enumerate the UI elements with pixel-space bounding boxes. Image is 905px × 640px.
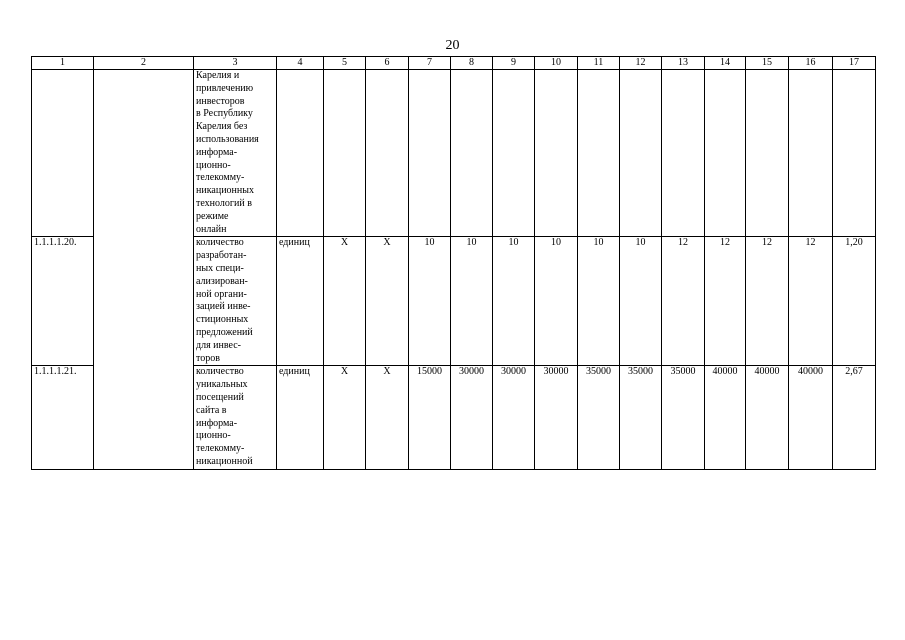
indicator-description-cell: [194, 366, 277, 469]
value-cell: 12: [705, 237, 746, 366]
value-cell: [409, 70, 451, 237]
value-cell: [493, 70, 535, 237]
value-cell: X: [366, 237, 409, 366]
description-line: привлечению: [196, 82, 254, 94]
value-cell: 12: [789, 237, 833, 366]
value-cell: 35000: [662, 366, 705, 469]
description-line: инвесторов: [196, 95, 245, 107]
description-line: сайта в: [196, 404, 227, 416]
description-line: ных специ-: [196, 262, 244, 274]
description-line: посещений: [196, 391, 244, 403]
description-line: информа-: [196, 417, 238, 429]
description-line: Карелия и: [196, 70, 240, 81]
value-cell: 10: [578, 237, 620, 366]
value-cell: [366, 70, 409, 237]
unit-cell: [277, 70, 324, 237]
column-header: 2: [94, 57, 194, 70]
value-cell: X: [324, 237, 366, 366]
column-header: 5: [324, 57, 366, 70]
value-cell: [620, 70, 662, 237]
value-cell: [324, 70, 366, 237]
description-line: ционно-: [196, 430, 231, 442]
description-line: информа-: [196, 146, 238, 158]
value-cell: 12: [746, 237, 789, 366]
value-cell: 40000: [705, 366, 746, 469]
value-cell: 30000: [535, 366, 578, 469]
column-header: 11: [578, 57, 620, 70]
description-line: ной органи-: [196, 288, 247, 300]
value-cell: 10: [451, 237, 493, 366]
ratio-cell: 2,67: [833, 366, 876, 469]
unit-cell: единиц: [277, 237, 324, 366]
description-line: ционно-: [196, 159, 231, 171]
description-line: технологий в: [196, 197, 252, 209]
value-cell: 10: [620, 237, 662, 366]
description-line: никационных: [196, 185, 254, 197]
description-line: торов: [196, 352, 220, 364]
column-header: 10: [535, 57, 578, 70]
ratio-cell: 1,20: [833, 237, 876, 366]
description-line: Карелия без: [196, 121, 248, 133]
column-header: 1: [32, 57, 94, 70]
column-header: 13: [662, 57, 705, 70]
description-line: стиционных: [196, 314, 249, 326]
value-cell: 12: [662, 237, 705, 366]
value-cell: [662, 70, 705, 237]
value-cell: [705, 70, 746, 237]
value-cell: 35000: [578, 366, 620, 469]
column-header: 9: [493, 57, 535, 70]
description-line: разработан-: [196, 250, 247, 262]
indicator-code-cell: 1.1.1.1.21.: [32, 366, 94, 469]
description-line: для инвес-: [196, 339, 241, 351]
table-row: [32, 70, 876, 237]
column-header: 3: [194, 57, 277, 70]
value-cell: 40000: [789, 366, 833, 469]
value-cell: 30000: [451, 366, 493, 469]
ratio-cell: [833, 70, 876, 237]
column-header: 8: [451, 57, 493, 70]
description-line: количество: [196, 366, 244, 378]
indicator-code-cell: [32, 70, 94, 237]
value-cell: 10: [493, 237, 535, 366]
value-cell: 10: [535, 237, 578, 366]
value-cell: [578, 70, 620, 237]
description-line: режиме: [196, 210, 229, 222]
column-header: 7: [409, 57, 451, 70]
column-header: 12: [620, 57, 662, 70]
value-cell: 35000: [620, 366, 662, 469]
value-cell: 40000: [746, 366, 789, 469]
column-number-row: [32, 57, 876, 70]
description-line: никационной: [196, 455, 253, 467]
description-line: использования: [196, 133, 259, 145]
description-line: телекомму-: [196, 172, 245, 184]
description-line: онлайн: [196, 223, 227, 235]
indicator-description-cell: [194, 237, 277, 366]
description-line: уникальных: [196, 379, 248, 391]
indicators-table: [31, 56, 876, 470]
column-header: 4: [277, 57, 324, 70]
value-cell: X: [324, 366, 366, 469]
column-header: 17: [833, 57, 876, 70]
indicator-description-cell: [194, 70, 277, 237]
description-line: телекомму-: [196, 443, 245, 455]
merged-column-2-cell: [94, 70, 194, 470]
value-cell: [451, 70, 493, 237]
value-cell: 15000: [409, 366, 451, 469]
column-header: 6: [366, 57, 409, 70]
value-cell: 10: [409, 237, 451, 366]
description-line: количество: [196, 237, 244, 249]
description-line: зацией инве-: [196, 301, 251, 313]
value-cell: X: [366, 366, 409, 469]
page-number: 20: [445, 38, 460, 53]
column-header: 16: [789, 57, 833, 70]
value-cell: [746, 70, 789, 237]
value-cell: [789, 70, 833, 237]
value-cell: 30000: [493, 366, 535, 469]
value-cell: [535, 70, 578, 237]
description-line: ализирован-: [196, 275, 248, 287]
unit-cell: единиц: [277, 366, 324, 469]
description-line: в Республику: [196, 108, 253, 120]
column-header: 14: [705, 57, 746, 70]
column-header: 15: [746, 57, 789, 70]
indicator-code-cell: 1.1.1.1.20.: [32, 237, 94, 366]
description-line: предложений: [196, 326, 253, 338]
